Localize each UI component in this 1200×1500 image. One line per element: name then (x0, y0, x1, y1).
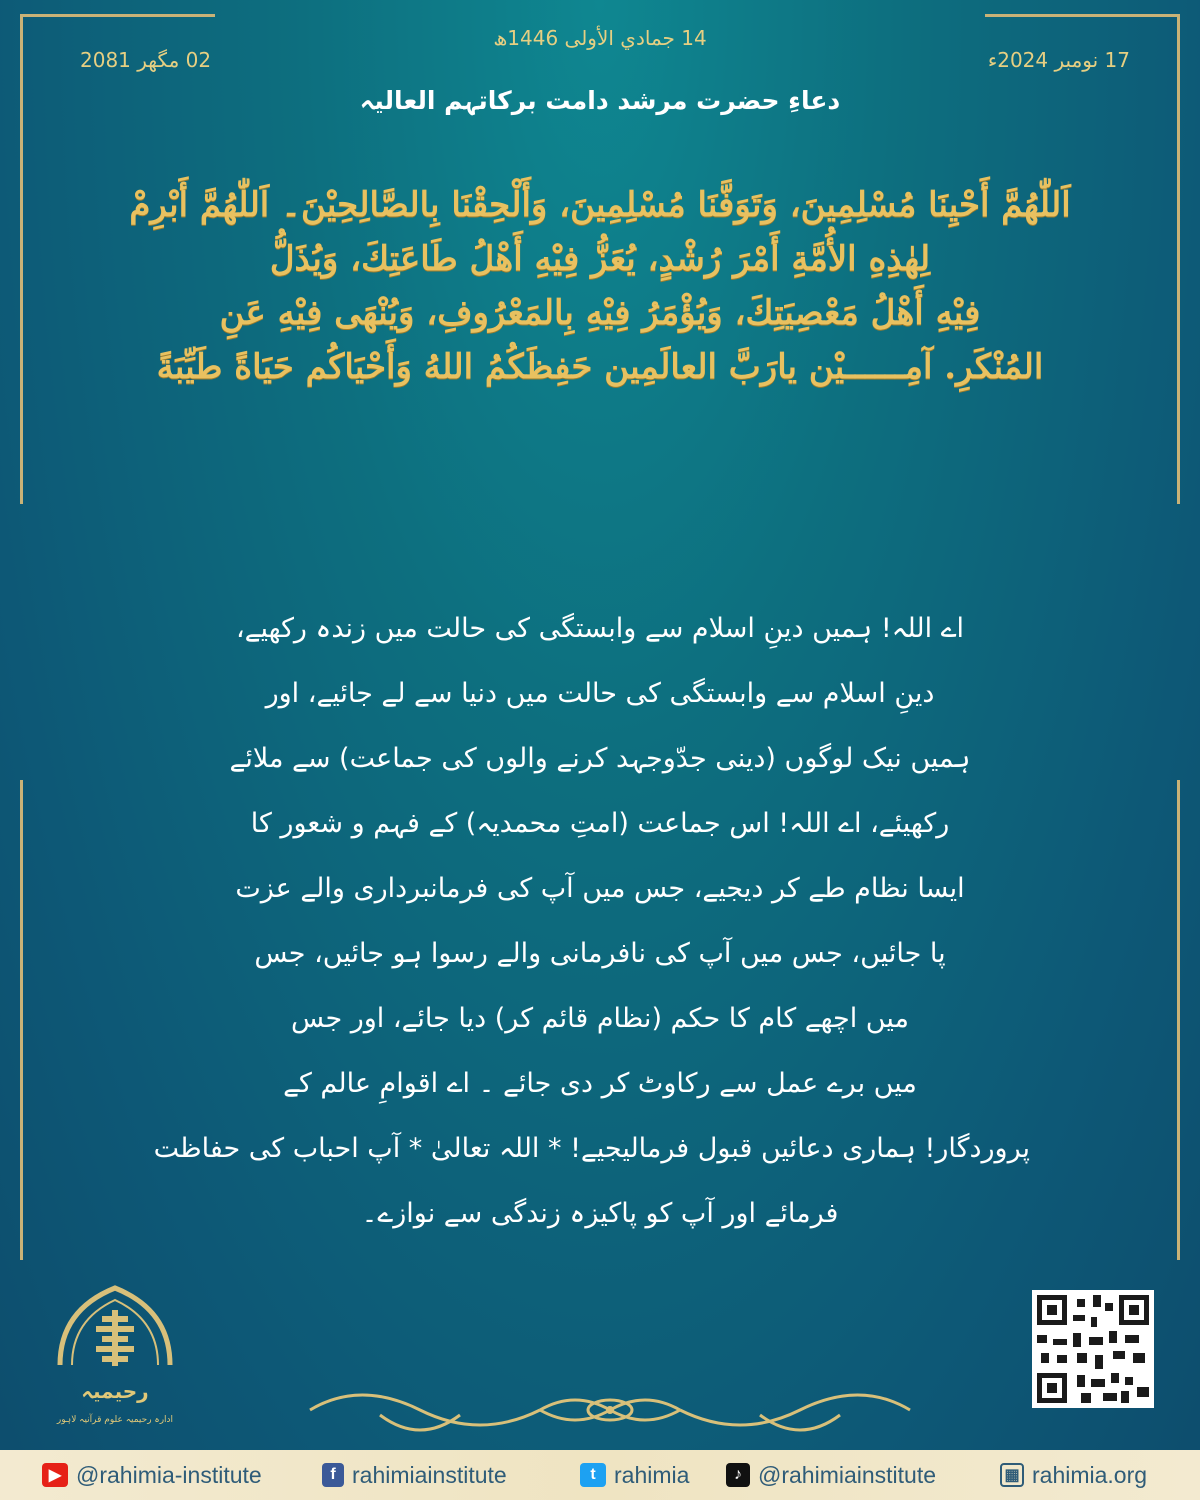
urdu-line: پا جائیں، جس میں آپ کی نافرمانی والے رسوا ہو جائیں، جس (254, 938, 946, 969)
urdu-line: اے اللہ! ہمیں دینِ اسلام سے وابستگی کی حالت میں زندہ رکھیے، (235, 613, 965, 644)
arabic-line: لِهٰذِهِ الأُمَّةِ أَمْرَ رُشْدٍ، يُعَزُّ فِيْهِ أَهْلُ طَاعَتِكَ، وَيُذَلُّ (269, 239, 931, 279)
tiktok-handle: @rahimiainstitute (758, 1461, 937, 1488)
facebook-icon: f (322, 1463, 344, 1487)
website-icon: ▦ (1000, 1463, 1024, 1487)
urdu-line: ایسا نظام طے کر دیجیے، جس میں آپ کی فرمانبرداری والے عزت (235, 873, 965, 904)
frame-left-lower (20, 780, 23, 1260)
facebook-link[interactable] (322, 1450, 507, 1500)
facebook-handle: rahimiainstitute (352, 1461, 507, 1488)
decorative-ornament (300, 1370, 920, 1450)
page-title: دعاءِ حضرت مرشد دامت برکاتہم العالیہ (359, 86, 841, 115)
qr-code[interactable] (1032, 1290, 1154, 1408)
frame-top-left (20, 14, 215, 17)
urdu-line: فرمائے اور آپ کو پاکیزہ زندگی سے نوازے۔ (361, 1198, 839, 1229)
website-url: rahimia.org (1032, 1461, 1148, 1488)
tiktok-link[interactable] (726, 1450, 936, 1500)
logo-tagline: ادارہ رحیمیہ علوم قرآنیہ لاہور (56, 1415, 174, 1425)
youtube-handle: @rahimia-institute (76, 1461, 262, 1488)
gregorian-date: 17 نومبر 2024ء (987, 48, 1130, 72)
arabic-line: المُنْكَرِ. آمِــــــيْن يارَبَّ العالَمِين حَفِظَكُمُ اللهُ وَأَحْيَاكُم حَيَاةً طَيِّبَةً (156, 347, 1044, 387)
logo-name: رحیمیہ (81, 1379, 149, 1403)
bikrami-date: 02 مگھر 2081 (80, 48, 212, 72)
arabic-line: فِيْهِ أَهْلُ مَعْصِيَتِكَ، وَيُؤْمَرُ فِيْهِ بِالمَعْرُوفِ، وَيُنْهَى فِيْهِ عَنِ (219, 293, 981, 333)
urdu-translation (153, 596, 1030, 1246)
twitter-link[interactable] (580, 1450, 689, 1500)
youtube-icon: ▶ (42, 1463, 68, 1487)
urdu-line: رکھیئے، اے اللہ! اس جماعت (امتِ محمدیہ) کے فہم و شعور کا (250, 808, 950, 839)
urdu-line: میں برے عمل سے رکاوٹ کر دی جائے ۔ اے اقوامِ عالم کے (283, 1068, 917, 1099)
tiktok-icon: ♪ (726, 1463, 750, 1487)
urdu-line: میں اچھے کام کا حکم (نظام قائم کر) دیا جائے، اور جس (291, 1003, 909, 1034)
social-footer (0, 1450, 1200, 1500)
twitter-handle: rahimia (614, 1461, 690, 1488)
hijri-date: 14 جمادي الأولى 1446ھ (493, 26, 707, 50)
frame-top-right (985, 14, 1180, 17)
arabic-dua (90, 178, 1110, 394)
urdu-line: پروردگار! ہماری دعائیں قبول فرمالیجیے! * اللہ تعالیٰ * آپ احباب کی حفاظت (153, 1133, 1030, 1164)
rahimia-logo (40, 1280, 190, 1430)
arabic-line: اَللّٰھُمَّ أَحْيِنَا مُسْلِمِينَ، وَتَوَفَّنَا مُسْلِمِينَ، وَأَلْحِقْنَا بِالصَّالِحِيْنَ۔ اَللّٰھُمَّ أَبْرِمْ (129, 185, 1071, 225)
urdu-line: ہمیں نیک لوگوں (دینی جدّوجہد کرنے والوں کی جماعت) سے ملائے (229, 743, 971, 774)
urdu-line: دینِ اسلام سے وابستگی کی حالت میں دنیا سے لے جائیے، اور (265, 678, 935, 709)
website-link[interactable] (1000, 1450, 1147, 1500)
frame-right-lower (1177, 780, 1180, 1260)
twitter-icon: t (580, 1463, 606, 1487)
youtube-link[interactable] (42, 1450, 262, 1500)
